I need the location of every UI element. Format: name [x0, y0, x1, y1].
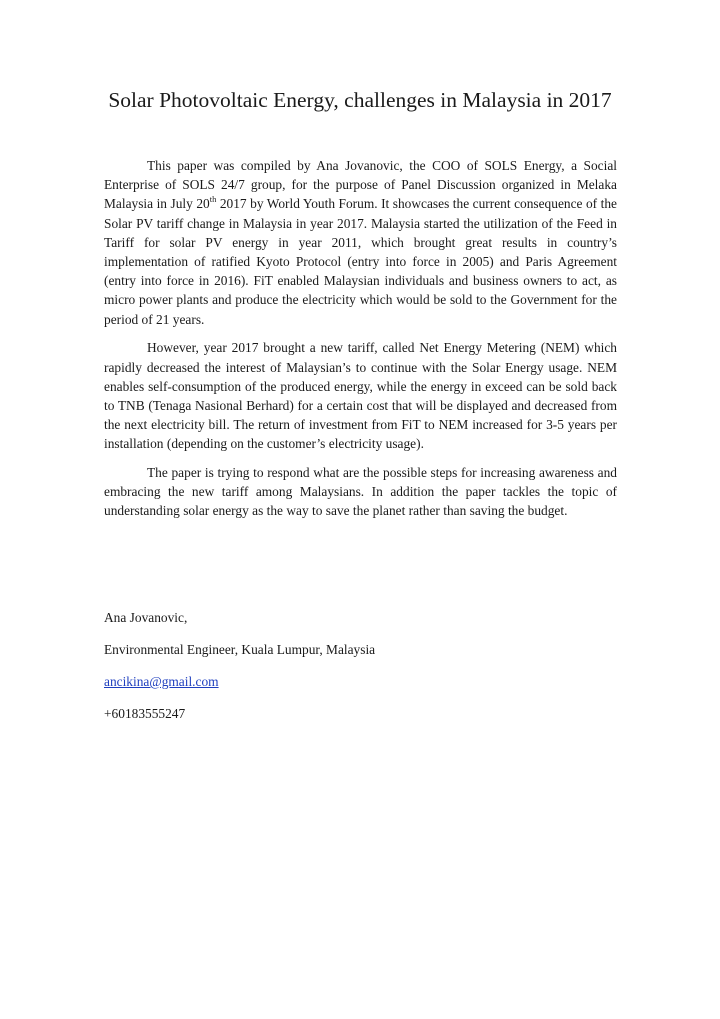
author-name: Ana Jovanovic, — [104, 610, 188, 625]
document-body — [104, 156, 617, 530]
author-email-line — [104, 672, 617, 691]
paragraph-intro-part-a: This paper was compiled by Ana Jovanovic, the COO of SOLS Energy, a Social Enterprise of SOLS 24/7 group, for the purpose of Panel Discussion organized in Melaka Malaysia in July 20 — [104, 158, 617, 212]
author-phone: +60183555247 — [104, 706, 186, 721]
author-email-link[interactable]: ancikina@gmail.com — [104, 674, 219, 689]
paragraph-intro-part-b: 2017 by World Youth Forum. It showcases the current consequence of the Solar PV tariff change in Malaysia in year 2017. Malaysia started the utilization of the Feed in Tariff for solar PV energy in year 2011, which brought great results in country’s implementation of ratified Kyoto Protocol (entry into force in 2005) and Paris Agreement (entry into force in 2016). FiT enabled Malaysian individuals and business owners to act, as micro power plants and produce the electricity which would be sold to the Government for the period of 21 years. — [104, 196, 617, 327]
document-title: Solar Photovoltaic Energy, challenges in Malaysia in 2017 — [108, 88, 612, 112]
paragraph-nem: However, year 2017 brought a new tariff, called Net Energy Metering (NEM) which rapidly decreased the interest of Malaysian’s to continue with the Solar Energy usage. NEM enables self-consumption of the produced energy, while the energy in exceed can be sold back to TNB (Tenaga Nasional Berhard) for a certain cost that will be displayed and decreased from the next electricity bill. The return of investment from FiT to NEM increased for 3-5 years per installation (depending on the customer’s electricity usage). — [104, 340, 617, 452]
paragraph-intro — [104, 156, 617, 329]
paragraph-purpose: The paper is trying to respond what are the possible steps for increasing awareness and embracing the new tariff among Malaysians. In addition the paper tackles the topic of understanding solar energy as the way to save the planet rather than saving the budget. — [104, 465, 617, 519]
author-role: Environmental Engineer, Kuala Lumpur, Malaysia — [104, 642, 376, 657]
ordinal-suffix: th — [209, 194, 217, 205]
